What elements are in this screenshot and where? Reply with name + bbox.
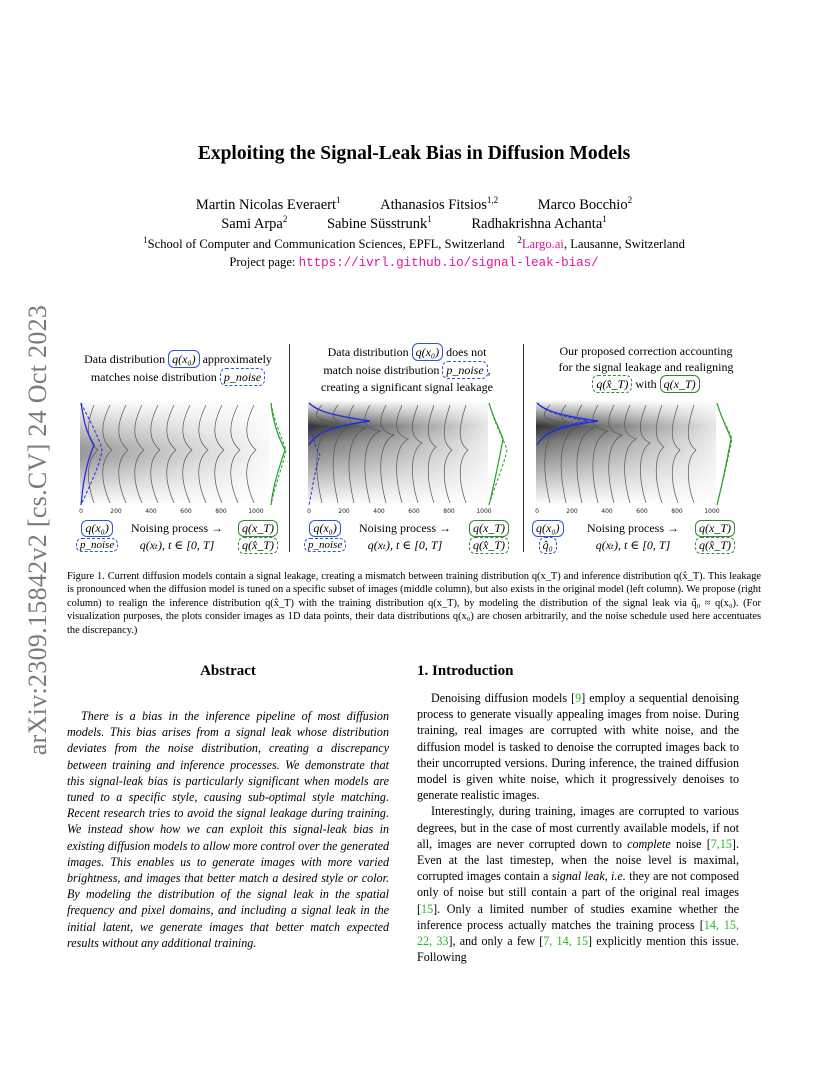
panel-1-caption: Data distribution q(x₀) approximately matches noise distribution p_noise: [84, 352, 272, 384]
tick-label: 1000: [248, 508, 264, 515]
caption-text: Current diffusion models contain a signal leakage, creating a mismatch between training distribution q(x_T) and inference distribution q(x̂_T). This leakage is pronounced when the diffusion model is tuned on a specific subset of images (middle column), but also exists in the original model (left column). We propose (right column) to realign the inference distribution q(x̂_T) with the training distribution q(x_T), by modeling the distribution of the signal leak via q̂₀ ≈ q(x₀). (For visualization purposes, the plots consider images as 1D data points, their data distributions q(x₀) are chosen arbitrarily, and the noise schedule used here accentuates the discrepancy.): [67, 571, 761, 636]
panel-2-footer: q(x₀) p_noise Noising process → q(xₜ), t ∈ [0, T] q(x_T) q(x̂_T): [304, 520, 519, 556]
largo-link[interactable]: Largo.ai: [521, 237, 564, 252]
panel-1-plot: [80, 400, 286, 505]
q-hat-0-box: q̂₀: [539, 537, 557, 554]
tick-label: 0: [307, 508, 311, 515]
citation-link[interactable]: 7,15: [710, 836, 732, 851]
tick-label: 1000: [476, 508, 492, 515]
tick-label: 800: [671, 508, 683, 515]
author: Sami Arpa$^2$: [221, 214, 288, 232]
x-ticks-panel-3: [535, 508, 720, 515]
q-xhat-T-box: q(x̂_T): [695, 537, 735, 554]
q-xhat-T-box: q(x̂_T): [238, 537, 278, 554]
tick-label: 0: [79, 508, 83, 515]
panel-3-plot: [536, 400, 732, 505]
x-ticks-panel-1: [79, 508, 264, 515]
q-xT-box: q(x_T): [695, 520, 735, 537]
q-x0-box: q(x₀): [532, 520, 564, 537]
tick-label: 600: [408, 508, 420, 515]
panel-3-caption: Our proposed correction accounting for the signal leakage and realigning q(x̂_T) with q(x_T): [558, 344, 734, 391]
q-xT-box: q(x_T): [660, 375, 700, 393]
project-page: Project page: https://ivrl.github.io/signal-leak-bias/: [229, 255, 599, 270]
authors-row-1: [0, 195, 828, 214]
tick-label: 200: [338, 508, 350, 515]
panel-2-plot: [308, 400, 507, 505]
citation-link[interactable]: 14, 15, 22, 33: [417, 917, 739, 949]
tick-label: 0: [535, 508, 539, 515]
author: Athanasios Fitsios$^{1,2}$: [380, 195, 499, 213]
intro-heading: 1. Introduction: [417, 663, 514, 679]
author: Radhakrishna Achanta$^1$: [471, 214, 607, 232]
panel-1-footer: q(x₀) p_noise Noising process → q(xₜ), t ∈ [0, T] q(x_T) q(x̂_T): [76, 520, 291, 556]
panel-2-caption: Data distribution q(x₀) does not match noise distribution p_noise , creating a significant signal leakage: [321, 345, 493, 394]
q-xT-box: q(x_T): [238, 520, 278, 537]
tick-label: 200: [566, 508, 578, 515]
citation-link[interactable]: 9: [575, 691, 582, 705]
project-url-link[interactable]: https://ivrl.github.io/signal-leak-bias/: [298, 256, 599, 270]
affiliations: $^1$School of Computer and Communication Sciences, EPFL, Switzerland $^2$Largo.ai, Lausanne, Switzerland: [143, 235, 685, 252]
intro-body: [417, 690, 739, 965]
tick-label: 800: [443, 508, 455, 515]
p-noise-box: p_noise: [442, 361, 487, 379]
q-x0-box: q(x₀): [412, 343, 444, 361]
citation-link[interactable]: 7, 14, 15: [543, 934, 589, 949]
arxiv-stamp: [20, 300, 56, 760]
arxiv-id: arXiv:2309.15842v2 [cs.CV] 24 Oct 2023: [23, 304, 52, 756]
tick-label: 600: [636, 508, 648, 515]
authors-row-2: [0, 214, 828, 233]
q-xhat-T-box: q(x̂_T): [592, 375, 632, 393]
tick-label: 200: [110, 508, 122, 515]
abstract-body: There is a bias in the inference pipeline of most diffusion models. This bias arises from a signal leak whose distribution deviates from the noise distribution, creating a discrepancy between training and inference processes. We demonstrate that this signal-leak bias is particularly significant when models are tuned to a specific style, causing sub-optimal style matching. Recent research tries to avoid the signal leakage during training. We instead show how we can exploit this signal-leak bias in existing diffusion models to allow more control over the generated images. This enables us to generate images with more varied brightness, and images that better match a desired style or color. By modeling the distribution of the signal leak in the spatial frequency and pixel domains, and including a signal leak in the initial latent, we generate images that better match expected results without any additional training.: [67, 709, 389, 950]
tick-label: 1000: [704, 508, 720, 515]
tick-label: 400: [145, 508, 157, 515]
tick-label: 600: [180, 508, 192, 515]
tick-label: 400: [601, 508, 613, 515]
figure-1: [66, 340, 766, 565]
tick-label: 400: [373, 508, 385, 515]
author: Martin Nicolas Everaert$^1$: [195, 195, 341, 213]
paper-title: Exploiting the Signal-Leak Bias in Diffusion Models: [197, 143, 631, 164]
noising-plots: [66, 395, 766, 515]
p-noise-box: p_noise: [304, 538, 346, 552]
abstract-heading: Abstract: [200, 663, 256, 679]
tick-label: 800: [215, 508, 227, 515]
affiliation-epfl: School of Computer and Communication Sciences, EPFL, Switzerland: [147, 237, 505, 252]
figure-caption: [67, 570, 761, 637]
p-noise-box: p_noise: [76, 538, 118, 552]
panel-3-footer: q(x₀) q̂₀ Noising process → q(xₜ), t ∈ [0, T] q(x_T) q(x̂_T): [532, 520, 762, 556]
q-x0-box: q(x₀): [309, 520, 341, 537]
q-xT-box: q(x_T): [469, 520, 509, 537]
q-xhat-T-box: q(x̂_T): [469, 537, 509, 554]
q-x0-box: q(x₀): [168, 350, 200, 368]
x-ticks-panel-2: [307, 508, 492, 515]
author: Sabine Süsstrunk$^1$: [326, 214, 432, 232]
author: Marco Bocchio$^2$: [537, 195, 633, 213]
intro-paragraph-2: Interestingly, during training, images are corrupted to various degrees, but in the case of most currently available models, if not all, images are never corrupted down to complete noise [7,15]. Even at the last timestep, when the noise level is maximal, corrupted images contain a signal leak, i.e. they are not composed only of noise but still contain a part of the original real images [15]. Only a limited number of studies examine whether the inference process actually matches the training process [14, 15, 22, 33], and only a few [7, 14, 15] explicitly mention this issue. Following: [417, 804, 740, 965]
intro-paragraph-1: Denoising diffusion models [9] employ a sequential denoising process to generate visually appealing images from noise. During training, real images are corrupted with white noise, and the diffusion model is tasked to denoise the corrupted images back to their uncorrupted versions. During inference, the trained diffusion model is given white noise, which it progressively denoises to generate realistic images.: [417, 691, 739, 803]
citation-link[interactable]: 15: [421, 901, 434, 916]
p-noise-box: p_noise: [220, 368, 265, 386]
q-x0-box: q(x₀): [81, 520, 113, 537]
caption-label: Figure 1.: [67, 571, 105, 582]
